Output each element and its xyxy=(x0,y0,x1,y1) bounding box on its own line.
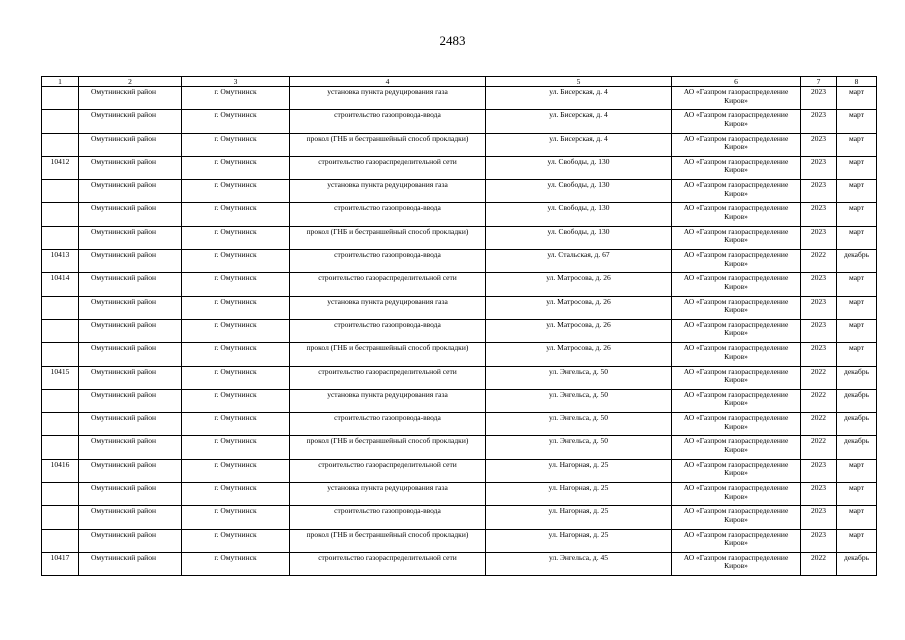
table-row xyxy=(42,87,877,110)
town-cell: г. Омутнинск xyxy=(182,156,290,179)
town-cell: г. Омутнинск xyxy=(182,343,290,366)
row-number-cell: 10413 xyxy=(42,250,79,273)
address-cell: ул. Бисерская, д. 4 xyxy=(486,87,672,110)
month-cell: март xyxy=(837,459,877,482)
month-cell: декабрь xyxy=(837,436,877,459)
address-cell: ул. Нагорная, д. 25 xyxy=(486,529,672,552)
column-header-1: 1 xyxy=(42,77,79,87)
table-row xyxy=(42,273,877,296)
organization-cell: АО «Газпром газораспределение Киров» xyxy=(672,483,801,506)
work-type-cell: прокол (ГНБ и бестраншейный способ прокладки) xyxy=(290,343,486,366)
district-cell: Омутнинский район xyxy=(79,156,182,179)
table-row xyxy=(42,506,877,529)
header-row xyxy=(42,77,877,87)
table-row xyxy=(42,250,877,273)
organization-cell: АО «Газпром газораспределение Киров» xyxy=(672,273,801,296)
district-cell: Омутнинский район xyxy=(79,436,182,459)
district-cell: Омутнинский район xyxy=(79,250,182,273)
address-cell: ул. Свободы, д. 130 xyxy=(486,156,672,179)
month-cell: март xyxy=(837,529,877,552)
month-cell: март xyxy=(837,133,877,156)
work-type-cell: установка пункта редуцирования газа xyxy=(290,389,486,412)
year-cell: 2023 xyxy=(801,110,837,133)
column-header-4: 4 xyxy=(290,77,486,87)
town-cell: г. Омутнинск xyxy=(182,110,290,133)
address-cell: ул. Стальская, д. 67 xyxy=(486,250,672,273)
town-cell: г. Омутнинск xyxy=(182,459,290,482)
year-cell: 2023 xyxy=(801,273,837,296)
year-cell: 2023 xyxy=(801,483,837,506)
town-cell: г. Омутнинск xyxy=(182,319,290,342)
year-cell: 2022 xyxy=(801,552,837,575)
address-cell: ул. Нагорная, д. 25 xyxy=(486,506,672,529)
address-cell: ул. Энгельса, д. 50 xyxy=(486,436,672,459)
month-cell: март xyxy=(837,87,877,110)
district-cell: Омутнинский район xyxy=(79,343,182,366)
work-type-cell: строительство газораспределительной сети xyxy=(290,459,486,482)
table-row xyxy=(42,180,877,203)
organization-cell: АО «Газпром газораспределение Киров» xyxy=(672,319,801,342)
town-cell: г. Омутнинск xyxy=(182,133,290,156)
district-cell: Омутнинский район xyxy=(79,133,182,156)
month-cell: март xyxy=(837,110,877,133)
district-cell: Омутнинский район xyxy=(79,483,182,506)
year-cell: 2023 xyxy=(801,343,837,366)
district-cell: Омутнинский район xyxy=(79,366,182,389)
organization-cell: АО «Газпром газораспределение Киров» xyxy=(672,552,801,575)
work-type-cell: строительство газопровода-ввода xyxy=(290,203,486,226)
work-type-cell: строительство газораспределительной сети xyxy=(290,273,486,296)
table-row xyxy=(42,110,877,133)
row-number-cell: 10412 xyxy=(42,156,79,179)
town-cell: г. Омутнинск xyxy=(182,180,290,203)
district-cell: Омутнинский район xyxy=(79,203,182,226)
town-cell: г. Омутнинск xyxy=(182,250,290,273)
year-cell: 2022 xyxy=(801,250,837,273)
table-row xyxy=(42,226,877,249)
month-cell: декабрь xyxy=(837,389,877,412)
year-cell: 2023 xyxy=(801,180,837,203)
year-cell: 2023 xyxy=(801,529,837,552)
month-cell: декабрь xyxy=(837,552,877,575)
address-cell: ул. Нагорная, д. 25 xyxy=(486,483,672,506)
year-cell: 2023 xyxy=(801,506,837,529)
column-header-7: 7 xyxy=(801,77,837,87)
address-cell: ул. Бисерская, д. 4 xyxy=(486,110,672,133)
table-row xyxy=(42,203,877,226)
organization-cell: АО «Газпром газораспределение Киров» xyxy=(672,506,801,529)
district-cell: Омутнинский район xyxy=(79,226,182,249)
table-row xyxy=(42,483,877,506)
work-type-cell: строительство газопровода-ввода xyxy=(290,506,486,529)
address-cell: ул. Энгельса, д. 45 xyxy=(486,552,672,575)
organization-cell: АО «Газпром газораспределение Киров» xyxy=(672,203,801,226)
work-type-cell: установка пункта редуцирования газа xyxy=(290,296,486,319)
table-body xyxy=(42,87,877,576)
year-cell: 2023 xyxy=(801,133,837,156)
district-cell: Омутнинский район xyxy=(79,319,182,342)
month-cell: март xyxy=(837,506,877,529)
month-cell: март xyxy=(837,296,877,319)
year-cell: 2022 xyxy=(801,389,837,412)
address-cell: ул. Матросова, д. 26 xyxy=(486,296,672,319)
year-cell: 2023 xyxy=(801,296,837,319)
table-row xyxy=(42,552,877,575)
table-row xyxy=(42,389,877,412)
row-number-cell: 10415 xyxy=(42,366,79,389)
organization-cell: АО «Газпром газораспределение Киров» xyxy=(672,226,801,249)
organization-cell: АО «Газпром газораспределение Киров» xyxy=(672,413,801,436)
year-cell: 2022 xyxy=(801,436,837,459)
town-cell: г. Омутнинск xyxy=(182,413,290,436)
town-cell: г. Омутнинск xyxy=(182,483,290,506)
address-cell: ул. Свободы, д. 130 xyxy=(486,203,672,226)
organization-cell: АО «Газпром газораспределение Киров» xyxy=(672,459,801,482)
row-number-cell xyxy=(42,529,79,552)
row-number-cell xyxy=(42,203,79,226)
row-number-cell xyxy=(42,296,79,319)
address-cell: ул. Матросова, д. 26 xyxy=(486,273,672,296)
work-type-cell: прокол (ГНБ и бестраншейный способ прокладки) xyxy=(290,133,486,156)
row-number-cell xyxy=(42,506,79,529)
year-cell: 2022 xyxy=(801,413,837,436)
month-cell: декабрь xyxy=(837,413,877,436)
district-cell: Омутнинский район xyxy=(79,529,182,552)
district-cell: Омутнинский район xyxy=(79,506,182,529)
row-number-cell xyxy=(42,87,79,110)
town-cell: г. Омутнинск xyxy=(182,436,290,459)
district-cell: Омутнинский район xyxy=(79,459,182,482)
work-type-cell: установка пункта редуцирования газа xyxy=(290,87,486,110)
work-type-cell: прокол (ГНБ и бестраншейный способ прокладки) xyxy=(290,226,486,249)
district-cell: Омутнинский район xyxy=(79,110,182,133)
address-cell: ул. Свободы, д. 130 xyxy=(486,226,672,249)
town-cell: г. Омутнинск xyxy=(182,273,290,296)
town-cell: г. Омутнинск xyxy=(182,87,290,110)
town-cell: г. Омутнинск xyxy=(182,506,290,529)
month-cell: декабрь xyxy=(837,250,877,273)
column-header-5: 5 xyxy=(486,77,672,87)
table-row xyxy=(42,436,877,459)
row-number-cell xyxy=(42,413,79,436)
organization-cell: АО «Газпром газораспределение Киров» xyxy=(672,296,801,319)
row-number-cell xyxy=(42,343,79,366)
work-type-cell: строительство газопровода-ввода xyxy=(290,319,486,342)
town-cell: г. Омутнинск xyxy=(182,366,290,389)
row-number-cell xyxy=(42,133,79,156)
work-type-cell: установка пункта редуцирования газа xyxy=(290,483,486,506)
address-cell: ул. Энгельса, д. 50 xyxy=(486,413,672,436)
district-cell: Омутнинский район xyxy=(79,552,182,575)
row-number-cell: 10414 xyxy=(42,273,79,296)
work-type-cell: строительство газопровода-ввода xyxy=(290,110,486,133)
work-type-cell: прокол (ГНБ и бестраншейный способ прокладки) xyxy=(290,436,486,459)
registry-table xyxy=(41,76,877,576)
year-cell: 2023 xyxy=(801,226,837,249)
month-cell: март xyxy=(837,483,877,506)
year-cell: 2022 xyxy=(801,366,837,389)
address-cell: ул. Энгельса, д. 50 xyxy=(486,366,672,389)
work-type-cell: строительство газопровода-ввода xyxy=(290,250,486,273)
organization-cell: АО «Газпром газораспределение Киров» xyxy=(672,110,801,133)
table-row xyxy=(42,133,877,156)
address-cell: ул. Матросова, д. 26 xyxy=(486,319,672,342)
row-number-cell xyxy=(42,389,79,412)
table-row xyxy=(42,296,877,319)
row-number-cell: 10416 xyxy=(42,459,79,482)
row-number-cell xyxy=(42,436,79,459)
page-number: 2483 xyxy=(439,33,466,48)
town-cell: г. Омутнинск xyxy=(182,389,290,412)
row-number-cell xyxy=(42,483,79,506)
month-cell: март xyxy=(837,343,877,366)
year-cell: 2023 xyxy=(801,156,837,179)
town-cell: г. Омутнинск xyxy=(182,552,290,575)
column-header-8: 8 xyxy=(837,77,877,87)
row-number-cell xyxy=(42,319,79,342)
district-cell: Омутнинский район xyxy=(79,180,182,203)
month-cell: декабрь xyxy=(837,366,877,389)
district-cell: Омутнинский район xyxy=(79,87,182,110)
table-row xyxy=(42,413,877,436)
year-cell: 2023 xyxy=(801,87,837,110)
table-row xyxy=(42,156,877,179)
town-cell: г. Омутнинск xyxy=(182,226,290,249)
table-row xyxy=(42,366,877,389)
year-cell: 2023 xyxy=(801,203,837,226)
work-type-cell: строительство газораспределительной сети xyxy=(290,366,486,389)
column-header-2: 2 xyxy=(79,77,182,87)
organization-cell: АО «Газпром газораспределение Киров» xyxy=(672,436,801,459)
work-type-cell: строительство газораспределительной сети xyxy=(290,552,486,575)
month-cell: март xyxy=(837,156,877,179)
table-row xyxy=(42,319,877,342)
row-number-cell xyxy=(42,226,79,249)
row-number-cell xyxy=(42,110,79,133)
district-cell: Омутнинский район xyxy=(79,273,182,296)
table-row xyxy=(42,343,877,366)
town-cell: г. Омутнинск xyxy=(182,203,290,226)
organization-cell: АО «Газпром газораспределение Киров» xyxy=(672,87,801,110)
year-cell: 2023 xyxy=(801,319,837,342)
district-cell: Омутнинский район xyxy=(79,296,182,319)
address-cell: ул. Энгельса, д. 50 xyxy=(486,389,672,412)
month-cell: март xyxy=(837,273,877,296)
month-cell: март xyxy=(837,226,877,249)
organization-cell: АО «Газпром газораспределение Киров» xyxy=(672,389,801,412)
month-cell: март xyxy=(837,203,877,226)
row-number-cell xyxy=(42,180,79,203)
organization-cell: АО «Газпром газораспределение Киров» xyxy=(672,529,801,552)
table-row xyxy=(42,459,877,482)
organization-cell: АО «Газпром газораспределение Киров» xyxy=(672,366,801,389)
table-row xyxy=(42,529,877,552)
organization-cell: АО «Газпром газораспределение Киров» xyxy=(672,250,801,273)
month-cell: март xyxy=(837,319,877,342)
column-header-3: 3 xyxy=(182,77,290,87)
work-type-cell: установка пункта редуцирования газа xyxy=(290,180,486,203)
district-cell: Омутнинский район xyxy=(79,389,182,412)
work-type-cell: строительство газопровода-ввода xyxy=(290,413,486,436)
organization-cell: АО «Газпром газораспределение Киров» xyxy=(672,180,801,203)
address-cell: ул. Свободы, д. 130 xyxy=(486,180,672,203)
district-cell: Омутнинский район xyxy=(79,413,182,436)
work-type-cell: прокол (ГНБ и бестраншейный способ прокладки) xyxy=(290,529,486,552)
month-cell: март xyxy=(837,180,877,203)
organization-cell: АО «Газпром газораспределение Киров» xyxy=(672,133,801,156)
town-cell: г. Омутнинск xyxy=(182,296,290,319)
organization-cell: АО «Газпром газораспределение Киров» xyxy=(672,343,801,366)
town-cell: г. Омутнинск xyxy=(182,529,290,552)
row-number-cell: 10417 xyxy=(42,552,79,575)
address-cell: ул. Матросова, д. 26 xyxy=(486,343,672,366)
work-type-cell: строительство газораспределительной сети xyxy=(290,156,486,179)
year-cell: 2023 xyxy=(801,459,837,482)
organization-cell: АО «Газпром газораспределение Киров» xyxy=(672,156,801,179)
address-cell: ул. Бисерская, д. 4 xyxy=(486,133,672,156)
address-cell: ул. Нагорная, д. 25 xyxy=(486,459,672,482)
column-header-6: 6 xyxy=(672,77,801,87)
